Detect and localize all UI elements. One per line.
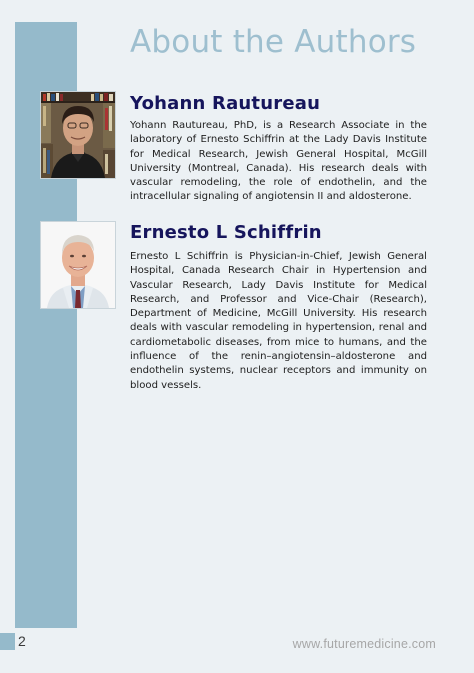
page-number: 2	[18, 633, 26, 649]
author-photo-ernesto-schiffrin	[40, 221, 116, 309]
page-number-marker	[0, 633, 15, 650]
author-name: Yohann Rautureau	[130, 93, 321, 114]
author-photo-yohann-rautureau	[40, 91, 116, 179]
footer-url[interactable]: www.futuremedicine.com	[292, 637, 436, 651]
author-name: Ernesto L Schiffrin	[130, 222, 322, 243]
page-title: About the Authors	[130, 24, 417, 60]
author-bio: Yohann Rautureau, PhD, is a Research Associate in the laboratory of Ernesto Schiffrin at the Lady Davis Institute for Medical Research, Jewish General Hospital, McGill University (Montreal, Canada). His research deals with vascular remodeling, the role of endothelin, and the intracellular signaling of angiotensin II and aldosterone.	[130, 120, 427, 203]
author-bio: Ernesto L Schiffrin is Physician-in-Chief, Jewish General Hospital, Canada Research Chair in Hypertension and Vascular Research, Lady Davis Institute for Medical Research, and Professor and Vice-Chair (Research), Department of Medicine, McGill University. His research deals with vascular remodeling in hypertension, renal and cardiometabolic diseases, from mice to humans, and the influence of the renin–angiotensin–aldosterone and endothelin systems, nuclear receptors and immunity on blood vessels.	[130, 251, 427, 391]
